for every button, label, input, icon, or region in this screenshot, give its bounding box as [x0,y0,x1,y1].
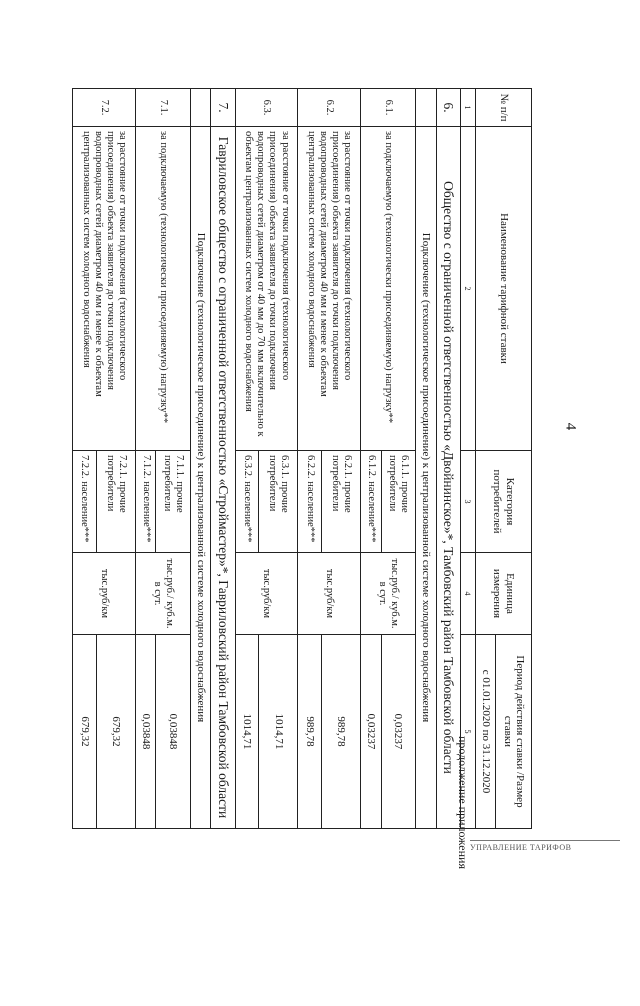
section-org-row [211,89,235,829]
row-num: 6.1. [360,89,415,127]
tariff-stamp: УПРАВЛЕНИЕ ТАРИФОВ [470,840,620,852]
row-num: 6.2. [298,89,361,127]
section-num: 7. [211,89,235,127]
row-num: 6.3. [235,89,298,127]
table-row [156,89,190,829]
section-org-row [436,89,460,829]
row-category: 6.1.1. прочие потребители [381,451,415,553]
row-category: 6.1.2. население*** [360,451,381,553]
table-row [381,89,415,829]
row-category: 7.2.1. прочие потребители [96,451,135,553]
row-value: 0,03237 [381,635,415,829]
header-period-range: с 01.01.2020 по 31.12.2020 [475,635,496,829]
row-num: 7.2. [73,89,136,127]
index-cell: 2 [460,127,475,451]
row-category: 6.3.1. прочие потребители [259,451,298,553]
table-header-row [496,89,532,829]
header-name: Наименование тарифной ставки [475,127,531,451]
section-subtitle: Подключение (технологическое присоединение) к централизованной системе холодного водоснабжения [190,127,211,829]
row-category: 6.2.2. население*** [298,451,322,553]
section-num: 6. [436,89,460,127]
row-unit: тыс.руб/км [73,553,136,635]
row-value: 989,78 [298,635,322,829]
table-row [259,89,298,829]
row-name: за подключаемую (технологически присоединяемую) нагрузку** [360,127,415,451]
section-subtitle-row [190,89,211,829]
row-category: 7.1.1. прочие потребители [156,451,190,553]
row-value: 0,03848 [156,635,190,829]
section-org-name: Гавриловское общество с ограниченной ответственностью «Строймастер»*, Гавриловский район Тамбовской области [211,127,235,829]
row-name: за подключаемую (технологически присоединяемую) нагрузку** [135,127,190,451]
row-unit: тыс.руб./ куб.м. в сут. [135,553,190,635]
row-name: за расстояние от точки подключения (технологического присоединения) объекта заявителя до точки подключения водопроводных сетей диаметром 40 мм и менее к объектам централизованных систем холодного водоснабжения [73,127,136,451]
row-value: 1014,71 [235,635,259,829]
empty-cell [190,89,211,127]
index-cell: 5 [460,635,475,829]
index-cell: 1 [460,89,475,127]
table-index-row [460,89,475,829]
row-category: 7.2.2. население*** [73,451,97,553]
header-category: Категория потребителей [475,451,531,553]
row-category: 6.2.1. прочие потребители [321,451,360,553]
row-unit: тыс.руб./ куб.м. в сут. [360,553,415,635]
row-value: 679,32 [96,635,135,829]
page-number: 4 [562,422,579,431]
header-period: Период действия ставки /Размер ставки [496,635,532,829]
index-cell: 4 [460,553,475,635]
row-unit: тыс.руб/км [298,553,361,635]
empty-cell [415,89,436,127]
row-name: за расстояние от точки подключения (технологического присоединения) объекта заявителя до точки подключения водопроводных сетей диаметром от 40 мм до 70 мм включительно к объектам централизованных систем холодного водоснабжения [235,127,298,451]
row-value: 0,03237 [360,635,381,829]
row-value: 679,32 [73,635,97,829]
table-row [96,89,135,829]
section-org-name: Общество с ограниченной ответственностью «Двойнинское»*, Тамбовский район Тамбовской области [436,127,460,829]
row-value: 0,03848 [135,635,156,829]
section-subtitle-row [415,89,436,829]
row-unit: тыс.руб/км [235,553,298,635]
row-value: 989,78 [321,635,360,829]
continuation-label: продолжение приложения [456,736,470,869]
row-value: 1014,71 [259,635,298,829]
row-num: 7.1. [135,89,190,127]
tariff-table-body [73,89,532,829]
tariff-table [72,88,532,829]
index-cell: 3 [460,451,475,553]
section-subtitle: Подключение (технологическое присоединение) к централизованной системе холодного водоснабжения [415,127,436,829]
rotated-table-wrapper [72,88,532,828]
table-row [321,89,360,829]
row-category: 6.3.2. население*** [235,451,259,553]
row-category: 7.1.2. население*** [135,451,156,553]
header-unit: Единица измерения [475,553,531,635]
header-num: № п/п [475,89,531,127]
row-name: за расстояние от точки подключения (технологического присоединения) объекта заявителя до точки подключения водопроводных сетей диаметром 40 мм и менее к объектам централизованных систем холодного водоснабжения [298,127,361,451]
